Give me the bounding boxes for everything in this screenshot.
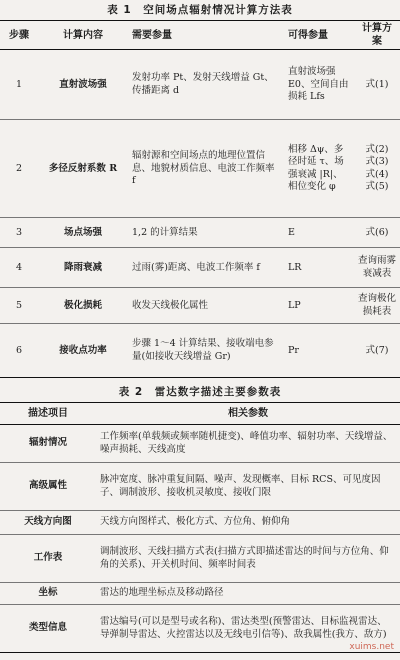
table1-cell-required: 辐射源和空间场点的地理位置信息、地貌材质信息、电波工作频率 f — [128, 120, 284, 218]
table1-cell-required: 1,2 的计算结果 — [128, 218, 284, 248]
table1-cell-plan: 查询雨雾衰减表 — [354, 248, 400, 288]
table2-cell-params: 工作频率(单载频或频率随机捷变)、峰值功率、辐射功率、天线增益、噪声损耗、天线高度 — [96, 425, 400, 463]
table1-cell-output: 相移 Δψ、多径时延 τ、场强衰减 |R|、相位变化 φ — [284, 120, 354, 218]
table1-cell-required: 过雨(雾)距离、电波工作频率 f — [128, 248, 284, 288]
table2-cell-item: 类型信息 — [28, 622, 67, 634]
table2-cell-params: 调制波形、天线扫描方式表(扫描方式即描述雷达的时间与方位角、仰角的关系)、开关机时间、频率时间表 — [96, 535, 400, 583]
table1-header-item: 计算内容 — [38, 21, 128, 50]
table2-cell-item: 辐射情况 — [0, 425, 96, 463]
table1-cell-output: LR — [284, 248, 354, 288]
table1-cell-item: 场点场强 — [38, 218, 128, 248]
table-row — [0, 120, 400, 218]
table-row — [0, 605, 400, 653]
table-row — [0, 425, 400, 463]
table1-cell-output: Pr — [288, 344, 299, 356]
table1-cell-output: LP — [284, 288, 354, 324]
table1-cell-required: 步骤 1～4 计算结果、接收端电参量(如接收天线增益 Gr) — [132, 338, 274, 362]
table1-cell-plan: 式(2) 式(3) 式(4) 式(5) — [354, 120, 400, 218]
table1-cell-plan: 式(7) — [365, 344, 389, 356]
table2 — [0, 402, 400, 653]
table-row — [0, 463, 400, 511]
table1-caption: 表 1 空间场点辐射情况计算方法表 — [107, 4, 293, 16]
table1-header-required: 需要参量 — [128, 21, 284, 50]
table1-cell-item: 极化损耗 — [38, 288, 128, 324]
table1-cell-item: 降雨衰减 — [38, 248, 128, 288]
table1-cell-step: 4 — [0, 248, 38, 288]
table1-cell-item: 接收点功率 — [59, 344, 107, 356]
table1-cell-output: 直射波场强 E0、空间自由损耗 Lfs — [284, 50, 354, 120]
table1-cell-required: 发射功率 Pt、发射天线增益 Gt、传播距离 d — [128, 50, 284, 120]
table2-cell-item: 高级属性 — [0, 463, 96, 511]
table2-cell-params: 雷达编号(可以是型号或名称)、雷达类型(预警雷达、目标监视雷达、导弹制导雷达、火控雷达以及无线电引信等)、敌我属性(我方、敌方) — [100, 615, 387, 640]
table-row — [0, 288, 400, 324]
table2-cell-params: 雷达的地理坐标点及移动路径 — [96, 583, 400, 605]
table1-header-step: 步骤 — [0, 21, 38, 50]
table-row — [0, 583, 400, 605]
table-row — [0, 50, 400, 120]
table1-cell-plan: 式(1) — [354, 50, 400, 120]
table1-header-output: 可得参量 — [284, 21, 354, 50]
table2-header-params: 相关参数 — [96, 403, 400, 425]
table1-cell-step: 5 — [0, 288, 38, 324]
table2-caption: 表 2 雷达数字描述主要参数表 — [118, 386, 282, 398]
table-row — [0, 511, 400, 535]
table1-cell-item: 直射波场强 — [38, 50, 128, 120]
table1-cell-item: 多径反射系数 R — [38, 120, 128, 218]
table2-cell-item: 天线方向图 — [0, 511, 96, 535]
table1-cell-required: 收发天线极化属性 — [128, 288, 284, 324]
table-row — [0, 218, 400, 248]
table-row — [0, 248, 400, 288]
table2-cell-item: 坐标 — [0, 583, 96, 605]
table1-cell-step: 2 — [0, 120, 38, 218]
table1 — [0, 20, 400, 378]
table2-header-row — [0, 403, 400, 425]
table2-cell-params: 天线方向图样式、极化方式、方位角、俯仰角 — [96, 511, 400, 535]
watermark: xuims.net — [349, 642, 394, 653]
table1-cell-plan: 查询极化损耗表 — [354, 288, 400, 324]
table1-cell-plan: 式(6) — [354, 218, 400, 248]
table1-cell-step: 6 — [15, 344, 23, 356]
table-row — [0, 324, 400, 378]
table2-cell-params: 脉冲宽度、脉冲重复间隔、噪声、发现概率、目标 RCS、可见度因子、调制波形、接收机灵敏度、接收门限 — [96, 463, 400, 511]
table-row — [0, 535, 400, 583]
table1-cell-step: 1 — [0, 50, 38, 120]
table1-header-plan: 计算方案 — [354, 21, 400, 50]
table1-cell-output: E — [284, 218, 354, 248]
table1-cell-step: 3 — [0, 218, 38, 248]
table2-header-item: 描述项目 — [0, 403, 96, 425]
table2-cell-item: 工作表 — [0, 535, 96, 583]
table1-header-row — [0, 21, 400, 50]
